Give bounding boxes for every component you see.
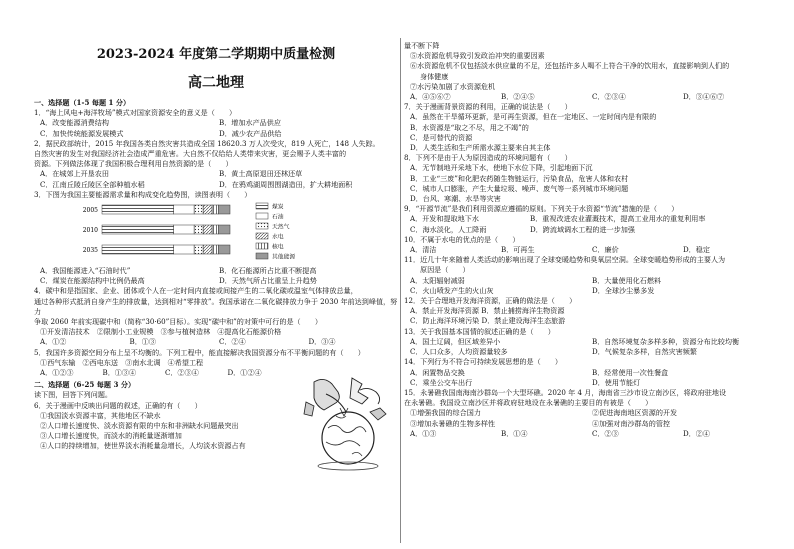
question-stem: 在永暑礁。我国设立南沙区并将政府驻地设在永暑礁的主要目的有被是（ ） xyxy=(404,398,653,408)
bar-segment xyxy=(102,245,174,254)
question-stem: 9．“开源节流”是我们利用资源应遵循的原则。下列关于水资源“节流”措施的是（ ） xyxy=(404,204,679,214)
question-stem: 7．关于漫画背景资源的利用，正确的说法是（ ） xyxy=(404,102,572,112)
question-stem: 12．关于合理地开发海洋资源，正确的做法是（ ） xyxy=(404,296,577,306)
option-a: A．虽然在干旱循环更新，是可再生资源，但在一定地区、一定时间内是有限的 xyxy=(410,112,657,122)
question-4 xyxy=(34,286,398,347)
question-stem: 自然灾害的发生对我国经济社会造成严重危害。大自然不仅给给人类带来灾害，更会赐予人类丰富的 xyxy=(34,149,347,159)
question-stem: 通过各种形式抵消自身产生的排放量，达到相对“零排放”。我国承诺在二氧化碳排放力争于 2030 年前达到峰值，努力 xyxy=(34,296,398,316)
option-d: D．跨流域调水工程的进一步加强 xyxy=(530,224,635,234)
option-a: A．①②③ xyxy=(40,368,74,378)
option-d: D．天然气所占比重呈上升趋势 xyxy=(219,276,317,286)
legend-swatch xyxy=(256,213,268,219)
legend-label: 煤炭 xyxy=(272,204,284,211)
bar-segment xyxy=(194,245,203,254)
statement-3: ③增加永暑礁的生物多样性 xyxy=(410,418,496,428)
option-d: D．③④ xyxy=(308,337,336,347)
bar-segment xyxy=(212,245,218,254)
statement-4: ④人口的持续增加，使世界淡水消耗量急增长，人均淡水资源占有 xyxy=(40,441,246,451)
question-stem: 1．“海上风电+海洋牧场”模式对国家资源安全的意义是（ ） xyxy=(34,108,237,118)
option-c: C．②④ xyxy=(219,337,246,347)
statement-1: ①我国淡水资源丰富，其他地区不缺水 xyxy=(40,410,161,420)
option-a: A．国土辽阔，但区域差异小 xyxy=(410,336,501,346)
question-stem: 11．近几十年来随着人类活动的影响出现了全球变暖趋势和臭氧层空洞。全球变暖趋势形成的主要人为 xyxy=(404,255,726,265)
exam-title: 2023-2024 年度第二学期期中质量检测 xyxy=(96,47,336,62)
category-label: 2035 xyxy=(82,247,98,255)
option-d: D．①②④ xyxy=(227,368,262,378)
bar-segment xyxy=(212,225,218,234)
exam-subtitle: 高二地理 xyxy=(188,75,244,91)
option-d: D．全球沙尘暴多发 xyxy=(592,285,655,295)
option-a: A．开发和提取地下水 xyxy=(410,214,479,224)
option-b: B．大量使用化石燃料 xyxy=(592,275,662,285)
option-a: A．闲置物品交换 xyxy=(410,367,465,377)
statement-2: ②人口增长速度快、淡水资源有限的中东和非洲缺水问题最突出 xyxy=(40,421,239,431)
question-stem: 争取 2060 年前实现碳中和（简称“30·60”目标）。实现“碳中和”的对策中可行的是（ ） xyxy=(34,317,322,327)
question-15 xyxy=(404,388,774,439)
bar-segment xyxy=(174,245,194,254)
question-10 xyxy=(404,235,774,255)
section-heading-2: 二、选择题（6-25 每题 3 分） xyxy=(34,380,136,390)
energy-chart-svg xyxy=(74,201,314,263)
option-a: A．①② xyxy=(40,337,67,347)
legend-label: 天然气 xyxy=(272,224,290,231)
option-a: A．太阳辐射减弱 xyxy=(410,275,465,285)
option-a: A．在城郊上开垦农田 xyxy=(40,169,109,179)
legend-label: 石油 xyxy=(272,214,284,221)
bar-segment xyxy=(203,205,212,214)
question-stem: 原因是（ ） xyxy=(420,265,470,275)
option-d: D．②④ xyxy=(683,428,710,438)
statement-5: ⑤水资源危机导致引发政治冲突的重要因素 xyxy=(410,51,545,61)
option-c: C．火山喷发产生的火山灰 xyxy=(410,285,494,295)
option-c: C．煤炭在能源结构中比例仍最高 xyxy=(40,276,145,286)
question-9 xyxy=(404,204,774,235)
legend-swatch xyxy=(256,223,268,229)
bar-segment xyxy=(218,205,230,214)
option-c: C．②③④ xyxy=(592,92,626,102)
option-a: A．④⑤⑥⑦ xyxy=(410,92,451,102)
option-cd: C．防止海洋环境污染 D．禁止建设海洋生态旅游 xyxy=(410,316,566,326)
bar-segment xyxy=(194,205,203,214)
option-c: C．人口众多，人均资源量较多 xyxy=(410,347,508,357)
option-a: A．无节制地开采地下水，使地下水位下降，引起地面下沉 xyxy=(410,163,593,173)
question-2 xyxy=(34,139,398,190)
option-a: A．改变能源消费结构 xyxy=(40,118,109,128)
question-stem: 8．下列不是由于人为原因造成的环境问题有（ ） xyxy=(404,153,572,163)
option-c: C．②③④ xyxy=(165,368,199,378)
option-b: B．经常使用一次性餐盒 xyxy=(592,367,669,377)
option-b: B．①③④ xyxy=(102,368,137,378)
option-b: B．增加水产品供应 xyxy=(219,118,281,128)
statement-1: ①增强我国的综合国力 xyxy=(410,408,481,418)
option-d: D．③④⑥⑦ xyxy=(683,92,725,102)
option-d: D．人类生活和生产所需水源主要来自其主体 xyxy=(410,143,551,153)
option-c: C．廉价 xyxy=(592,245,619,255)
statement-3: ③人口增长速度快，而淡水的消耗量逐渐增加 xyxy=(40,431,182,441)
question-intro: 读下图，回答下列问题。 xyxy=(34,390,113,400)
bar-segment xyxy=(203,245,212,254)
option-b: B．工业“三废”和化肥农药随生物链运行，污染食品，危害人体和农村 xyxy=(410,173,629,183)
option-c: C．江南丘陵丘陵区全部种植水稻 xyxy=(40,179,145,189)
question-items: ①开发清洁技术 ②限制小工业规模 ③参与植树造林 ④提高化石能源价格 xyxy=(40,327,282,337)
option-c: C．是可替代的资源 xyxy=(410,132,473,142)
statement-6: ⑥水资源危机不仅包括淡水供应量的不足，还包括许多人喝不上符合干净的饮用水，直接影响到人们的 xyxy=(410,61,730,71)
section-heading-1: 一、选择题（1-5 每题 1 分） xyxy=(34,98,131,107)
question-items: ①西气东输 ②西电东送 ③南水北调 ④希望工程 xyxy=(40,357,204,367)
option-a: A．①③ xyxy=(410,428,437,438)
bar-segment xyxy=(203,225,212,234)
option-a: A．我国能源进入“石油时代” xyxy=(40,266,131,276)
question-stem: 2．据民政部统计，2015 年我国各类自然灾害共造成全国 18620.3 万人次受灾，819 人死亡，148 人失踪。 xyxy=(34,138,380,148)
question-8 xyxy=(404,153,774,204)
option-b: B．重视改进农业灌溉技术，提高工业用水的重复利用率 xyxy=(530,214,706,224)
question-stem: 资源。下列做法体现了我国积极合理利用自然资源的是（ ） xyxy=(34,159,233,169)
legend-swatch xyxy=(256,203,268,209)
bar-segment xyxy=(174,205,194,214)
option-ab: A．禁止开发海洋资源 B．禁止捕捞海洋生物资源 xyxy=(410,306,565,316)
water-cartoon-illustration xyxy=(296,372,394,472)
option-b: B．自然环境复杂多样多种，资源分布比较均衡 xyxy=(592,336,740,346)
column-divider xyxy=(400,38,401,543)
continued-text: 量不断下降 xyxy=(404,41,440,50)
question-7 xyxy=(404,102,774,153)
option-c: C．海水淡化，人工降雨 xyxy=(410,224,487,234)
option-c: C．加快传统能源发展模式 xyxy=(40,128,124,138)
legend-label: 水电 xyxy=(272,234,284,241)
question-14 xyxy=(404,357,774,388)
option-b: B．黄土高原退田还林还草 xyxy=(219,169,303,179)
energy-chart xyxy=(34,201,398,263)
question-stem: 5．我国许多资源空间分布上呈不均衡的。下列工程中，能直接解决我国资源分布不平衡问题的有（ ） xyxy=(34,347,365,357)
statement-2: ②促进海南地区资源的开发 xyxy=(592,408,678,418)
right-column xyxy=(404,41,774,439)
option-d: D．使用节能灯 xyxy=(592,377,641,387)
question-3 xyxy=(34,190,398,287)
option-b: B．化石能源所占比重不断提高 xyxy=(219,266,317,276)
legend-label: 核电 xyxy=(272,244,284,251)
legend-swatch xyxy=(256,243,268,249)
question-6 xyxy=(34,390,296,451)
bar-segment xyxy=(102,225,174,234)
bar-segment xyxy=(218,245,230,254)
option-d: D．减少农产品供给 xyxy=(219,128,282,138)
option-b: B．②④⑤ xyxy=(501,92,535,102)
bar-segment xyxy=(212,205,218,214)
question-12 xyxy=(404,296,774,327)
statement-7: ⑦水污染加剧了水资源危机 xyxy=(410,81,496,91)
question-stem: 3．下图为我国主要能源需求量和构成变化趋势图，读图表明（ ） xyxy=(34,189,252,199)
legend-swatch xyxy=(256,233,268,239)
option-b: B．可再生 xyxy=(501,245,535,255)
option-b: B．①③ xyxy=(129,337,156,347)
option-b: B．水资源是“取之不尽，用之不竭”的 xyxy=(410,122,529,132)
option-c: C．城市人口膨胀，产生大量垃圾、噪声、废气等一系列城市环境问题 xyxy=(410,183,629,193)
option-c: C．乘坐公交车出行 xyxy=(410,377,473,387)
option-d: D．气候复杂多样，自然灾害频繁 xyxy=(592,347,697,357)
bar-segment xyxy=(102,205,174,214)
bar-segment xyxy=(218,225,230,234)
question-stem: 13．关于我国基本国情的叙述正确的是（ ） xyxy=(404,326,555,336)
question-stem: 10．不属于水电的优点的是（ ） xyxy=(404,234,520,244)
question-stem: 14．下列行为不符合可持续发展思想的是（ ） xyxy=(404,357,562,367)
question-stem: 4．碳中和是指国家、企业、团体或个人在一定时间内直接或间接产生的二氧化碳或温室气体排放总量， xyxy=(34,286,358,296)
question-1 xyxy=(34,108,398,139)
bar-segment xyxy=(194,225,203,234)
legend-swatch xyxy=(256,253,268,259)
bar-segment xyxy=(174,225,194,234)
option-d: D．在鸦鸡湖周围围湖造田，扩大耕地面积 xyxy=(219,179,353,189)
option-c: C．②③ xyxy=(592,428,619,438)
category-label: 2010 xyxy=(82,227,98,235)
question-13 xyxy=(404,327,774,358)
question-11 xyxy=(404,255,774,296)
option-d: D．稳定 xyxy=(683,245,710,255)
legend-label: 其他能源 xyxy=(272,254,296,261)
statement-4: ④加强对南沙群岛的管控 xyxy=(592,418,671,428)
question-stem: 6．关于漫画中反映出问题的叙述，正确的有（ ） xyxy=(34,400,202,410)
statement-6-cont: 身体健康 xyxy=(420,71,449,81)
option-d: D．台风、寒潮、水旱等灾害 xyxy=(410,194,501,204)
option-a: A．清洁 xyxy=(410,245,437,255)
category-label: 2005 xyxy=(82,207,98,215)
option-b: B．①④ xyxy=(501,428,528,438)
question-stem: 15．永暑礁我国南海南沙群岛一个大型环礁。2020 年 4 月，海南省三沙市设立南沙区，将政府驻地设 xyxy=(404,387,727,397)
